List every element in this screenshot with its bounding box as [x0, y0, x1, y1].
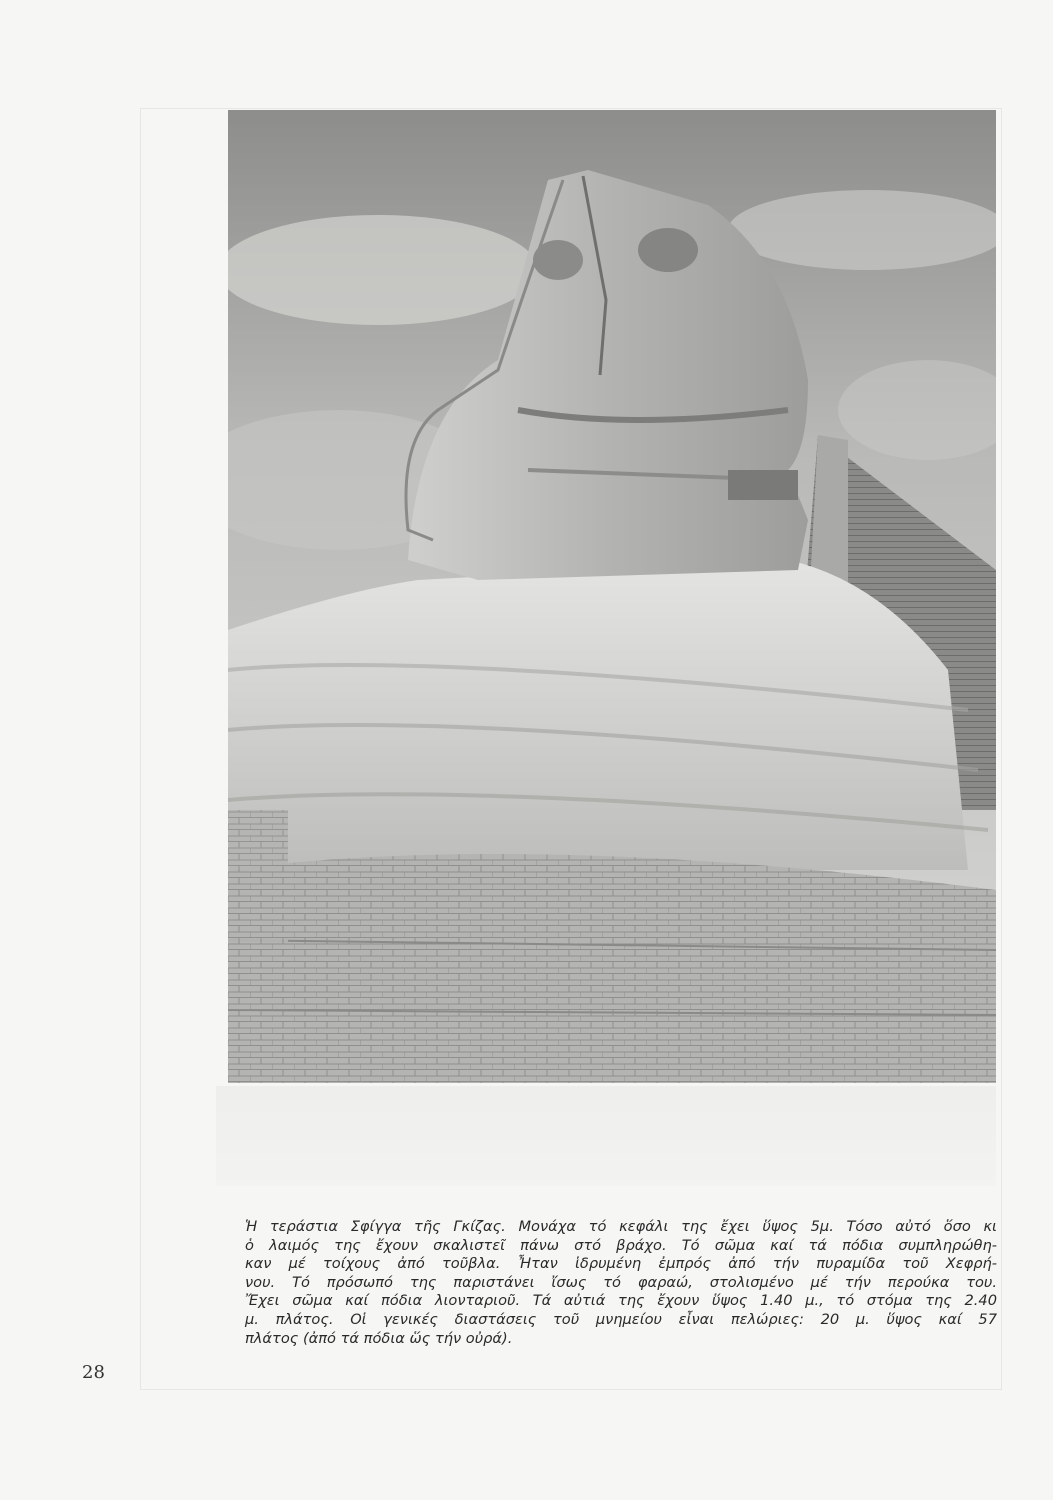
caption-line: ὁ λαιμός της ἔχουν σκαλιστεῖ πάνω στό βράχο. Τό σῶμα καί τά πόδια συμπληρώθη- — [245, 1236, 997, 1254]
caption-line: πλάτος (ἀπό τά πόδια ὥς τήν οὐρά). — [245, 1329, 513, 1347]
page-number: 28 — [82, 1362, 105, 1383]
caption-line: Ἔχει σῶμα καί πόδια λιονταριοῦ. Τά αὐτιά της ἔχουν ὕψος 1.40 μ., τό στόμα της 2.40 — [245, 1292, 997, 1310]
caption-line: νου. Τό πρόσωπό της παριστάνει ἴσως τό φαραώ, στολισμένο μέ τήν περούκα του. — [245, 1273, 997, 1291]
caption-line: Ἡ τεράστια Σφίγγα τῆς Γκίζας. Μονάχα τό κεφάλι της ἔχει ὕψος 5μ. Τόσο αὐτό ὅσο κι — [245, 1218, 997, 1235]
sphinx-photo — [228, 110, 996, 1083]
sphinx-photo-drawing — [228, 110, 996, 1083]
caption-line: καν μέ τοίχους ἀπό τοῦβλα. Ἦταν ἱδρυμένη ἐμπρός ἀπό τήν πυραμίδα τοῦ Χεφρή- — [245, 1255, 997, 1273]
show-through-text-area — [216, 1086, 996, 1186]
caption-line: μ. πλάτος. Οἱ γενικές διαστάσεις τοῦ μνημείου εἶναι πελώριες: 20 μ. ὕψος καί 57 — [245, 1310, 997, 1328]
photo-caption — [245, 1218, 997, 1348]
